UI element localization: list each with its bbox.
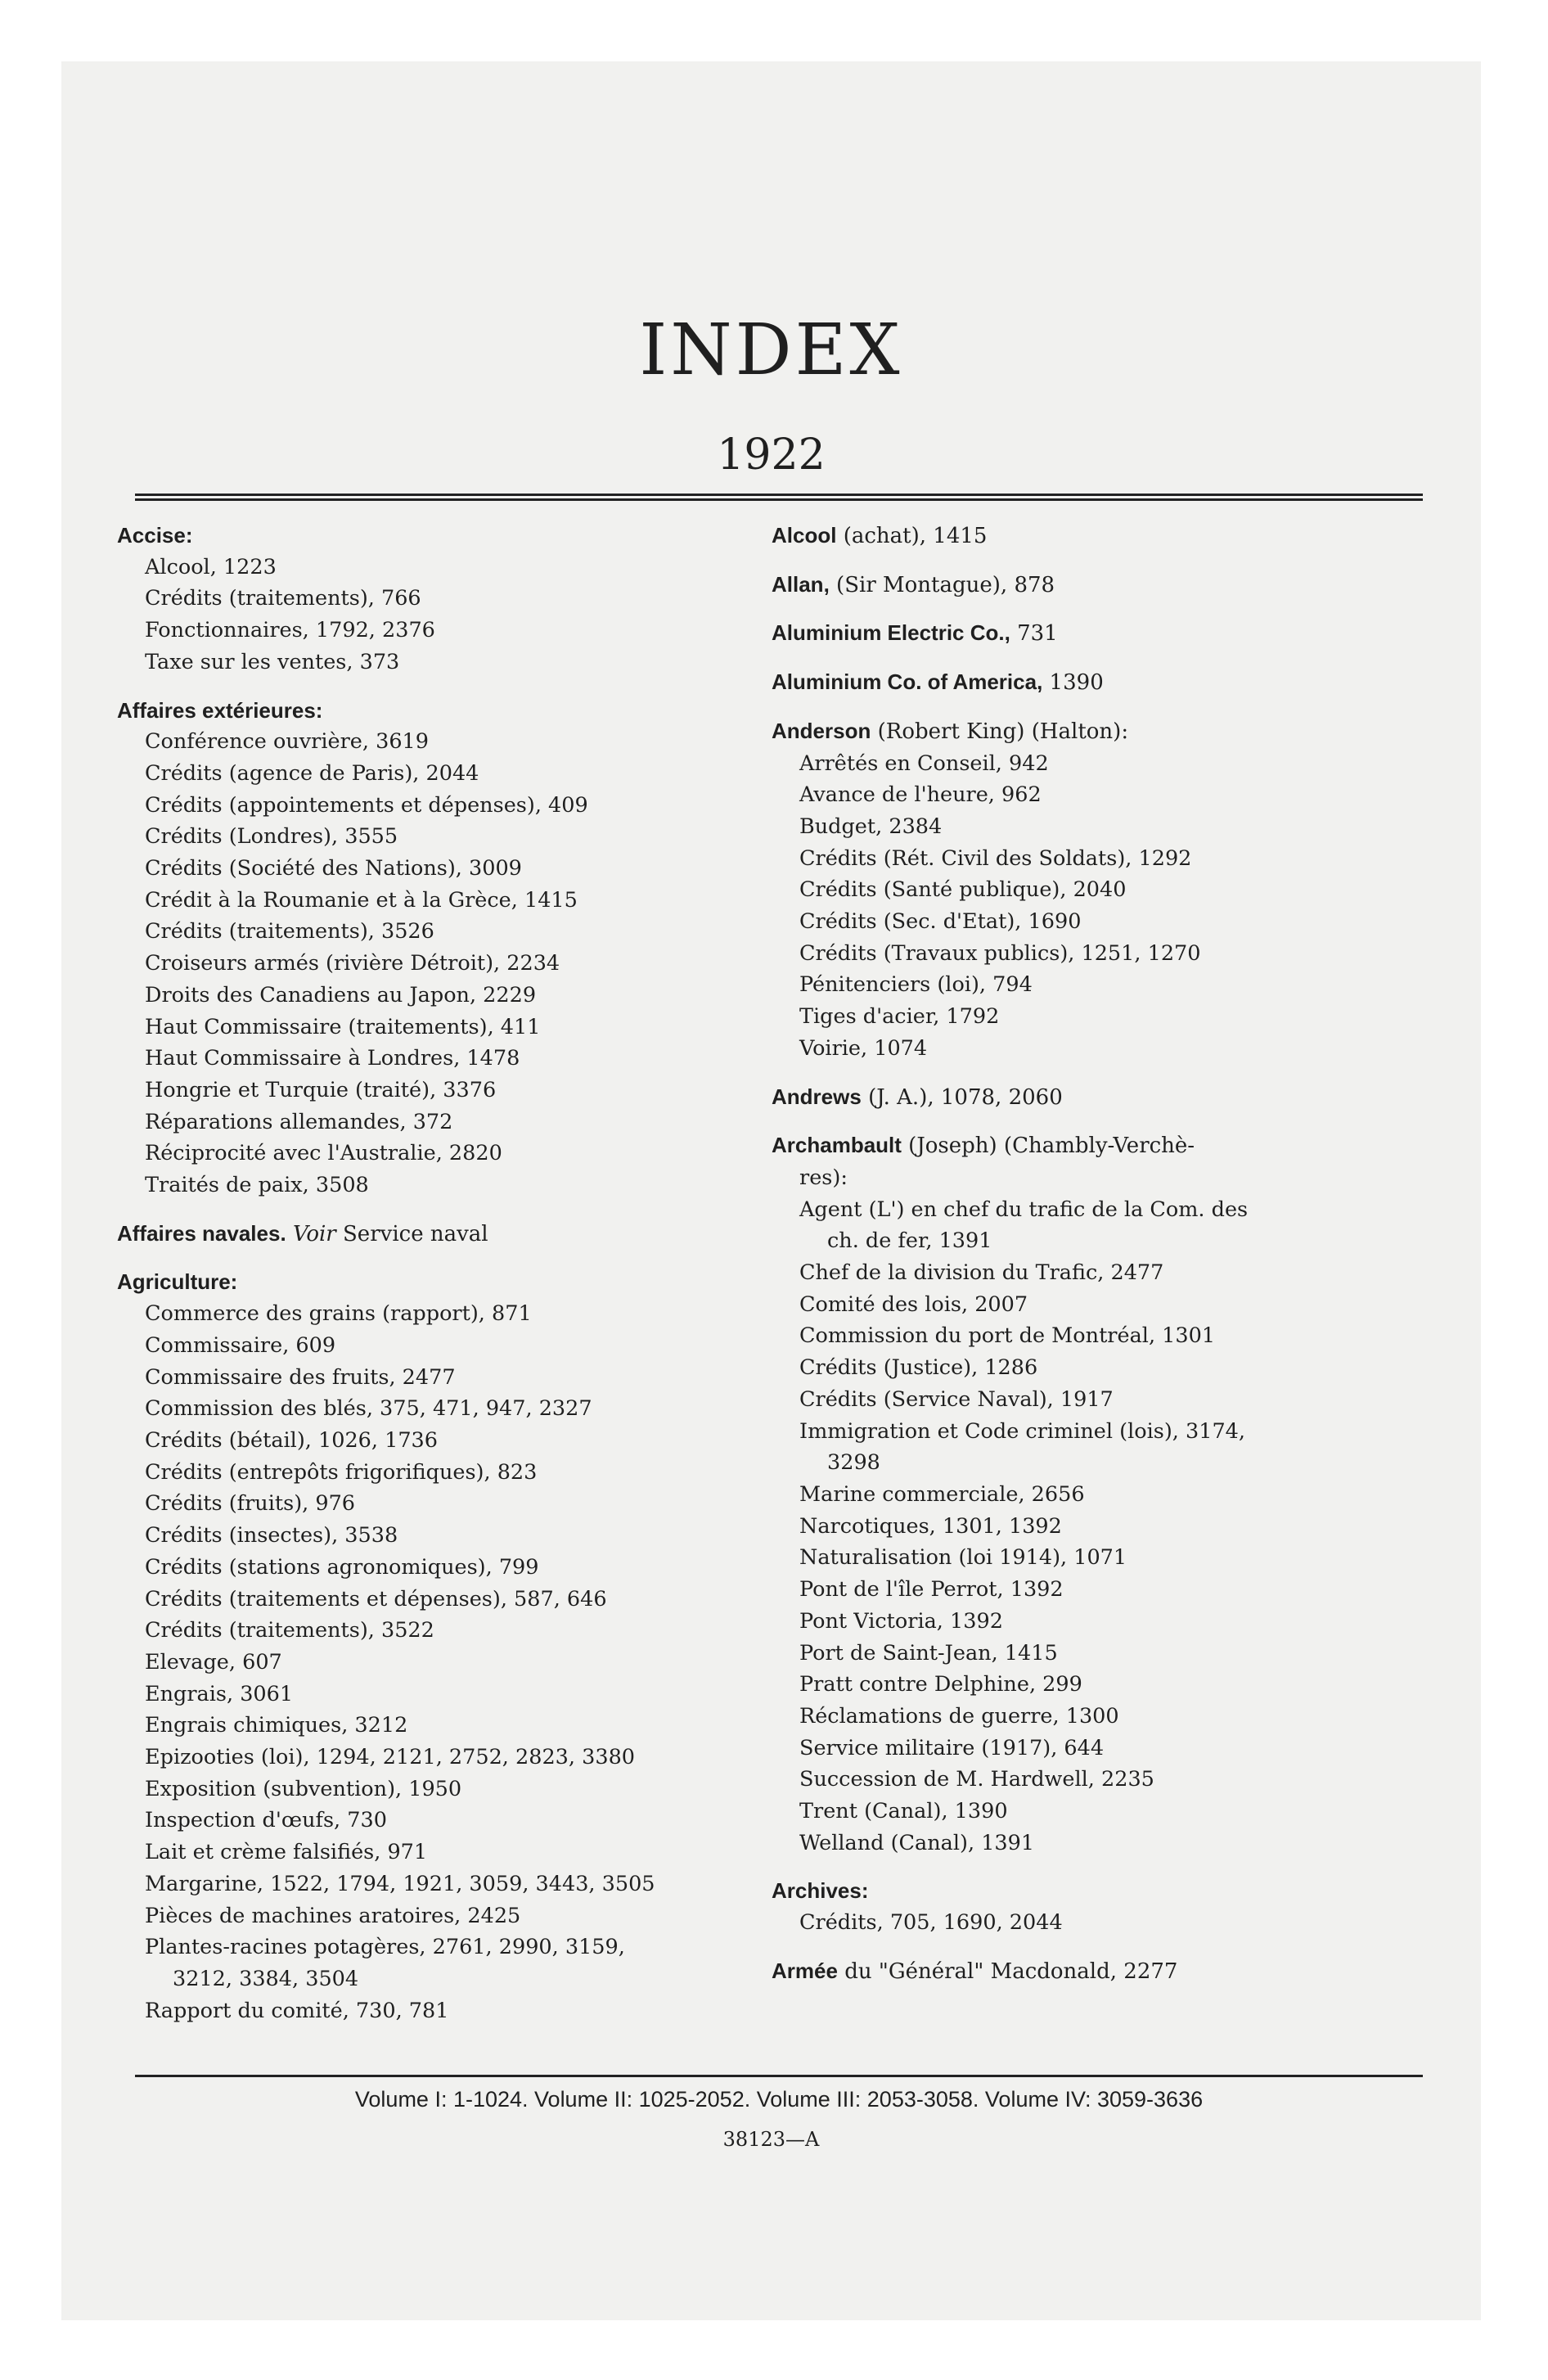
entry-gap: [772, 1065, 1426, 1081]
index-heading: [772, 1955, 1426, 1988]
index-subentry: Engrais chimiques, 3212: [145, 1713, 408, 1738]
index-subentry: Budget, 2384: [799, 814, 943, 839]
index-subentry: 3298: [827, 1450, 880, 1476]
index-subentry: Traités de paix, 3508: [145, 1173, 369, 1198]
index-heading: [772, 520, 1426, 552]
index-subentry: Fonctionnaires, 1792, 2376: [145, 618, 435, 643]
page-number: 38123—A: [722, 2128, 820, 2151]
index-subentry: Narcotiques, 1301, 1392: [799, 1513, 1062, 1539]
heading-term: Agriculture:: [117, 1269, 238, 1295]
index-subentry: Plantes-racines potagères, 2761, 2990, 3159,: [145, 1935, 625, 1960]
index-subentry: Crédits (agence de Paris), 2044: [145, 760, 479, 786]
index-subentry: Crédits (bétail), 1026, 1736: [145, 1427, 438, 1453]
heading-term: Anderson: [772, 718, 871, 743]
index-subentry: Taxe sur les ventes, 373: [145, 649, 400, 674]
index-subentry: Crédits (appointements et dépenses), 409: [145, 792, 588, 818]
index-subentry: Avance de l'heure, 962: [799, 782, 1042, 808]
heading-detail: du "Général" Macdonald, 2277: [837, 1959, 1178, 1984]
index-subentry: Crédits (Londres), 3555: [145, 824, 398, 850]
heading-term: Aluminium Electric Co.,: [772, 620, 1010, 646]
index-subentry: Réclamations de guerre, 1300: [799, 1703, 1119, 1729]
index-heading: [772, 1081, 1426, 1114]
entry-gap: [772, 650, 1426, 666]
index-subentry: Succession de M. Hardwell, 2235: [799, 1767, 1154, 1792]
page: [61, 61, 1481, 2320]
heading-detail-continued: res):: [799, 1165, 848, 1190]
index-heading: [772, 617, 1426, 650]
index-subentry: Tiges d'acier, 1792: [799, 1004, 1000, 1030]
heading-detail: (J. A.), 1078, 2060: [861, 1084, 1063, 1110]
index-subentry: Arrêtés en Conseil, 942: [799, 751, 1049, 776]
index-subentry: Pièces de machines aratoires, 2425: [145, 1903, 521, 1928]
index-subentry: Commissaire des fruits, 2477: [145, 1364, 456, 1390]
heading-term: Andrews: [772, 1084, 862, 1109]
index-subentry: Lait et crème falsifiés, 971: [145, 1840, 428, 1865]
volume-ranges: Volume I: 1-1024. Volume II: 1025-2052. Volume III: 2053-3058. Volume IV: 3059-3636: [354, 2087, 1204, 2112]
index-subentry: Crédits (Service Naval), 1917: [799, 1386, 1114, 1412]
index-heading: [772, 715, 1426, 748]
see-also: [286, 1222, 488, 1246]
entry-gap: [117, 1250, 739, 1266]
index-subentry: Inspection d'œufs, 730: [145, 1808, 387, 1833]
index-subentry: Crédits (traitements), 766: [145, 586, 421, 611]
heading-term: Archives:: [772, 1878, 869, 1904]
left-column: [117, 520, 739, 2026]
index-subentry: Crédits (Travaux publics), 1251, 1270: [799, 940, 1201, 966]
index-subentry: Naturalisation (loi 1914), 1071: [799, 1545, 1127, 1571]
index-subentry: Port de Saint-Jean, 1415: [799, 1640, 1058, 1666]
index-subentry: Conférence ouvrière, 3619: [145, 729, 430, 755]
entry-gap: [772, 1939, 1426, 1955]
right-column: [772, 520, 1426, 1988]
index-subentry: ch. de fer, 1391: [827, 1228, 992, 1254]
index-subentry: 3212, 3384, 3504: [173, 1966, 359, 1991]
index-heading: [772, 666, 1426, 699]
index-heading: [117, 1266, 739, 1298]
heading-term: Affaires navales.: [117, 1220, 286, 1246]
bottom-rule: [135, 2075, 1423, 2077]
index-heading: [117, 1218, 739, 1251]
index-subentry: Hongrie et Turquie (traité), 3376: [145, 1077, 497, 1102]
index-subentry: Agent (L') en chef du trafic de la Com. des: [799, 1197, 1249, 1222]
index-subentry: Chef de la division du Trafic, 2477: [799, 1260, 1164, 1286]
index-subentry: Haut Commissaire à Londres, 1478: [145, 1046, 520, 1071]
heading-term: Allan,: [772, 571, 830, 597]
entry-gap: [772, 1859, 1426, 1875]
index-subentry: Crédits (Santé publique), 2040: [799, 877, 1127, 903]
index-subentry: Welland (Canal), 1391: [799, 1830, 1035, 1855]
entry-gap: [772, 601, 1426, 617]
index-subentry: Engrais, 3061: [145, 1681, 294, 1706]
index-subentry: Crédits (traitements et dépenses), 587, 646: [145, 1586, 607, 1611]
index-subentry: Marine commerciale, 2656: [799, 1481, 1085, 1507]
index-subentry: Comité des lois, 2007: [799, 1291, 1028, 1317]
see-label: Voir: [292, 1221, 336, 1246]
heading-detail: (Sir Montague), 878: [829, 572, 1055, 597]
index-subentry: Commissaire, 609: [145, 1332, 336, 1358]
heading-term: Accise:: [117, 523, 193, 548]
index-subentry: Crédit à la Roumanie et à la Grèce, 1415: [145, 887, 578, 913]
index-subentry: Commission du port de Montréal, 1301: [799, 1323, 1216, 1349]
index-subentry: Crédits (Sec. d'Etat), 1690: [799, 909, 1082, 935]
index-subentry: Crédits (traitements), 3526: [145, 919, 434, 944]
index-subentry: Crédits (Rét. Civil des Soldats), 1292: [799, 845, 1192, 871]
entry-gap: [772, 1113, 1426, 1129]
heading-term: Affaires extérieures:: [117, 697, 323, 723]
heading-term: Armée: [772, 1958, 838, 1983]
index-subentry: Réciprocité avec l'Australie, 2820: [145, 1141, 502, 1166]
index-subentry: Exposition (subvention), 1950: [145, 1776, 462, 1801]
index-heading: [117, 695, 739, 727]
index-subentry: Pont Victoria, 1392: [799, 1608, 1003, 1634]
index-year: 1922: [717, 430, 826, 480]
index-subentry: Commerce des grains (rapport), 871: [145, 1301, 532, 1327]
index-subentry: Crédits (Société des Nations), 3009: [145, 856, 522, 881]
index-heading: [772, 1875, 1426, 1907]
index-subentry: Elevage, 607: [145, 1649, 282, 1675]
heading-term: Archambault: [772, 1133, 902, 1158]
index-subentry: Pénitenciers (loi), 794: [799, 972, 1033, 998]
index-subentry: Pratt contre Delphine, 299: [799, 1672, 1082, 1697]
heading-detail: (achat), 1415: [836, 524, 988, 548]
page-title: INDEX: [639, 309, 903, 391]
heading-term: Alcool: [772, 523, 837, 548]
index-heading: [772, 569, 1426, 602]
index-subentry: Immigration et Code criminel (lois), 3174,: [799, 1418, 1246, 1444]
index-subentry: Crédits (traitements), 3522: [145, 1618, 434, 1643]
index-subentry: Réparations allemandes, 372: [145, 1109, 453, 1134]
heading-detail: 731: [1010, 621, 1058, 647]
index-heading: [772, 1129, 1426, 1162]
index-subentry: Alcool, 1223: [145, 554, 277, 579]
entry-gap: [117, 678, 739, 695]
index-subentry: Crédits (entrepôts frigorifiques), 823: [145, 1459, 538, 1485]
entry-gap: [772, 699, 1426, 715]
index-subentry: Croiseurs armés (rivière Détroit), 2234: [145, 951, 560, 976]
index-subentry: Crédits (fruits), 976: [145, 1491, 356, 1517]
heading-detail: (Robert King) (Halton):: [871, 719, 1129, 744]
index-subentry: Crédits (insectes), 3538: [145, 1523, 398, 1548]
index-subentry: Crédits, 705, 1690, 2044: [799, 1910, 1063, 1936]
top-rule-2: [135, 498, 1423, 501]
see-target: Service naval: [343, 1221, 488, 1246]
index-subentry: Pont de l'île Perrot, 1392: [799, 1577, 1064, 1602]
index-subentry: Margarine, 1522, 1794, 1921, 3059, 3443, 3505: [145, 1871, 655, 1896]
index-subentry: Crédits (Justice), 1286: [799, 1355, 1038, 1381]
index-subentry: Voirie, 1074: [799, 1035, 928, 1061]
index-subentry: Crédits (stations agronomiques), 799: [145, 1554, 539, 1580]
heading-detail: 1390: [1042, 670, 1104, 696]
index-subentry: Droits des Canadiens au Japon, 2229: [145, 982, 537, 1007]
top-rule: [135, 494, 1423, 496]
heading-detail: (Joseph) (Chambly-Verchè-: [901, 1134, 1195, 1159]
heading-term: Aluminium Co. of America,: [772, 669, 1043, 695]
index-heading: [117, 520, 739, 552]
index-subentry: Trent (Canal), 1390: [799, 1799, 1008, 1824]
entry-gap: [772, 552, 1426, 569]
index-subentry: Commission des blés, 375, 471, 947, 2327: [145, 1396, 592, 1422]
index-subentry: Service militaire (1917), 644: [799, 1735, 1105, 1760]
index-subentry: Rapport du comité, 730, 781: [145, 1998, 449, 2023]
index-subentry: Epizooties (loi), 1294, 2121, 2752, 2823, 3380: [145, 1745, 636, 1770]
index-subentry: Haut Commissaire (traitements), 411: [145, 1014, 541, 1039]
entry-gap: [117, 1201, 739, 1218]
